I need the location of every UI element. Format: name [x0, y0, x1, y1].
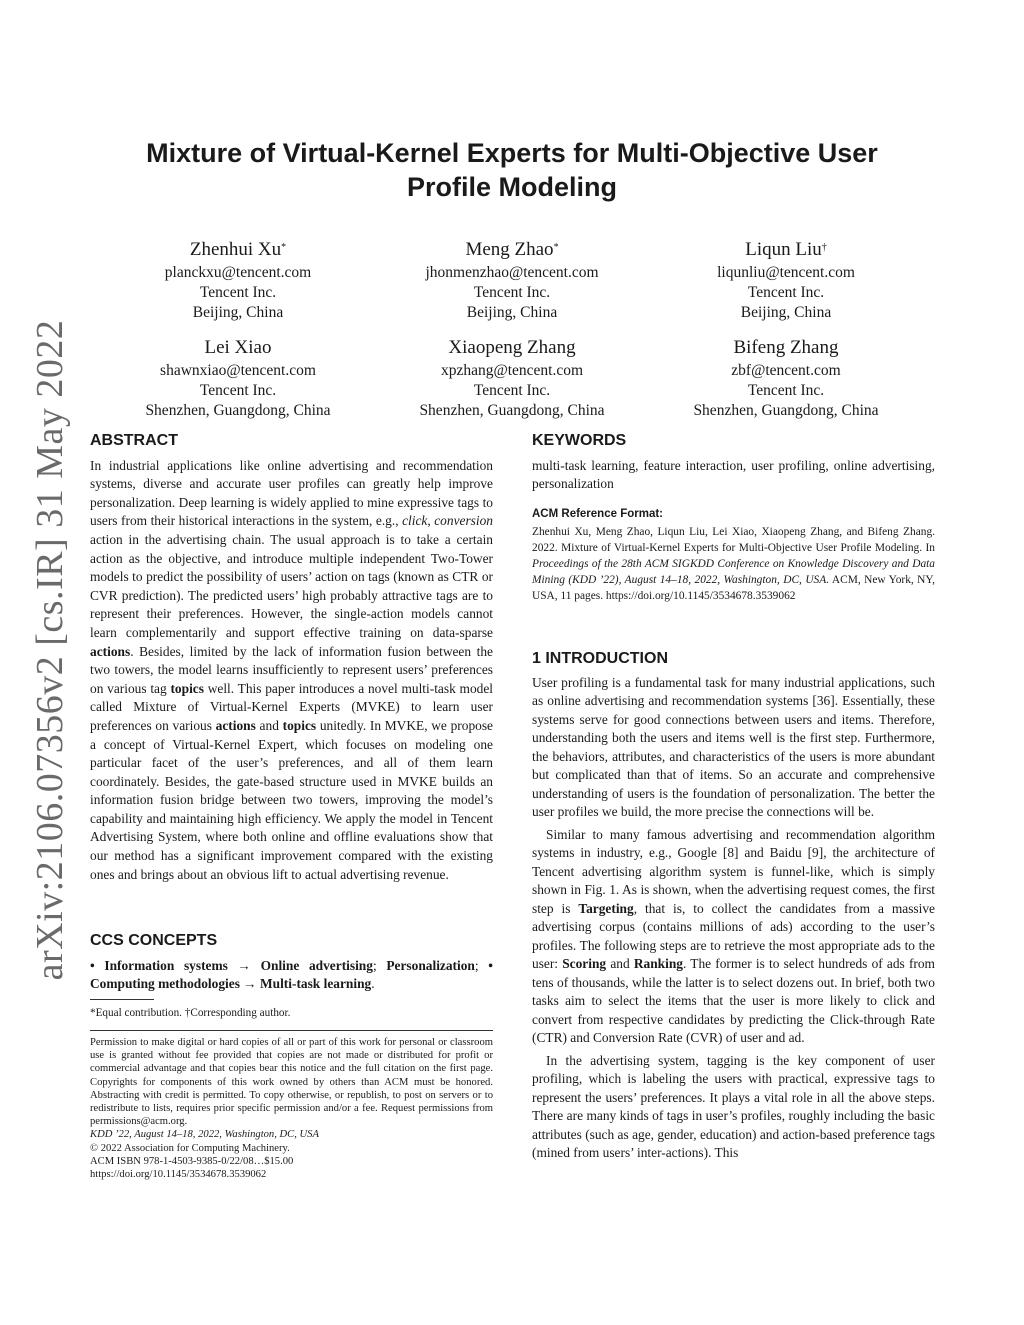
author-block: [88, 238, 388, 323]
author-name: Lei Xiao: [204, 337, 272, 358]
author-name: Bifeng Zhang: [733, 337, 839, 358]
introduction-section: [532, 650, 935, 1163]
author-affiliation: Tencent Inc.: [473, 284, 551, 301]
ccs-heading: CCS CONCEPTS: [90, 932, 218, 949]
author-location: Beijing, China: [466, 304, 558, 321]
abstract-heading: ABSTRACT: [90, 432, 178, 449]
isbn-line: ACM ISBN 978-1-4503-9385-0/22/08…$15.00: [90, 1155, 294, 1167]
conference-venue: KDD ’22, August 14–18, 2022, Washington, DC, USA: [90, 1129, 319, 1141]
doi-link[interactable]: https://doi.org/10.1145/3534678.3539062: [90, 1169, 267, 1181]
author-location: Shenzhen, Guangdong, China: [419, 402, 605, 419]
introduction-heading: 1 INTRODUCTION: [532, 650, 668, 667]
acm-reference-heading: ACM Reference Format:: [532, 508, 663, 520]
acm-reference-text: Zhenhui Xu, Meng Zhao, Liqun Liu, Lei Xiao, Xiaopeng Zhang, and Bifeng Zhang. 2022. Mixture of Virtual-Kernel Experts for Multi-Objective User Profile Modeling. In Proceedings of the 28th ACM SIGKDD Conference on Knowledge Discovery and Data Mining (KDD ’22), August 14–18, 2022, Washington, DC, USA. ACM, New York, NY, USA, 11 pages. https://doi.org/10.1145/3534678.3539062: [532, 525, 935, 603]
author-location: Beijing, China: [192, 304, 284, 321]
ccs-concepts-text: • Information systems → Online advertising; Personalization; • Computing methodologies → Multi-task learning.: [90, 957, 493, 992]
author-mark: *: [281, 242, 287, 253]
paper-title: [100, 136, 924, 204]
footnote-rule: [90, 999, 154, 1000]
author-email: shawnxiao@tencent.com: [160, 362, 316, 379]
author-name: Zhenhui Xu: [189, 239, 282, 260]
intro-paragraph: Similar to many famous advertising and recommendation algorithm systems in industry, e.g., Google [8] and Baidu [9], the architecture of Tencent advertising algorithm system is funnel-like, which is simply shown in Fig. 1. As is shown, when the advertising request comes, the first step is Targeting, that is, to collect the candidates from a massive advertising corpus (contains millions of ads) according to the user’s profiles. The following steps are to retrieve the most appropriate ads to the user: Scoring and Ranking. The former is to select hundreds of ads from tens of thousands, while the latter is to select dozens out. In brief, both two tasks aim to select the items that the user is more likely to click and convert from respective candidates by predicting the Click-through Rate (CTR) and Conversion Rate (CVR) of user and ad.: [532, 826, 935, 1046]
author-location: Beijing, China: [740, 304, 832, 321]
abstract-section: [90, 432, 493, 884]
title-line-2: Profile Modeling: [406, 172, 617, 202]
author-affiliation: Tencent Inc.: [199, 382, 277, 399]
author-location: Shenzhen, Guangdong, China: [145, 402, 331, 419]
author-email: jhonmenzhao@tencent.com: [425, 264, 599, 281]
author-email: planckxu@tencent.com: [164, 264, 312, 281]
copyright-line: © 2022 Association for Computing Machinery.: [90, 1142, 290, 1154]
permission-block: [90, 1036, 493, 1181]
author-affiliation: Tencent Inc.: [747, 284, 825, 301]
permission-text: Permission to make digital or hard copies of all or part of this work for personal or classroom use is granted without fee provided that copies are not made or distributed for profit or commercial advantage and that copies bear this notice and the full citation on the first page. Copyrights for components of this work owned by others than ACM must be honored. Abstracting with credit is permitted. To copy otherwise, or republish, to post on servers or to redistribute to lists, requires prior specific permission and/or a fee. Request permissions from permissions@acm.org.: [90, 1037, 493, 1128]
keywords-text: multi-task learning, feature interaction, user profiling, online advertising, personalization: [532, 457, 935, 492]
intro-paragraph: In the advertising system, tagging is the key component of user profiling, which is labeling the users with practical, expressive tags to represent the users’ preferences. It plays a vital role in all the above steps. There are many kinds of tags in user’s profiles, roughly including the basic attributes (such as age, gender, education) and action-based preference tags (mined from users’ inter-actions). This: [532, 1052, 935, 1161]
author-mark: *: [553, 242, 559, 253]
author-affiliation: Tencent Inc.: [199, 284, 277, 301]
author-block: [636, 238, 936, 323]
author-email: zbf@tencent.com: [731, 362, 841, 379]
author-name: Xiaopeng Zhang: [448, 337, 576, 358]
author-affiliation: Tencent Inc.: [473, 382, 551, 399]
author-email: liqunliu@tencent.com: [717, 264, 855, 281]
arxiv-sidebar-id: arXiv:2106.07356v2 [cs.IR] 31 May 2022: [29, 319, 71, 981]
author-block: [362, 336, 662, 421]
abstract-text: In industrial applications like online advertising and recommendation systems, diverse and accurate user profiles can greatly help improve personalization. Deep learning is widely applied to mine expressive tags to users from their historical interactions in the system, e.g., click, conversion action in the advertising chain. The usual approach is to take a certain action as the objective, and introduce multiple independent Two-Tower models to predict the possibility of users’ action on tags (known as CTR or CVR prediction). The predicted users’ high probably attractive tags are to represent their preferences. However, the single-action models cannot learn complementarily and support effective training on data-sparse actions. Besides, limited by the lack of information fusion between the two towers, the model learns insufficiently to represent users’ preferences on various tag topics well. This paper introduces a novel multi-task model called Mixture of Virtual-Kernel Experts (MVKE) to learn user preferences on various actions and topics unitedly. In MVKE, we propose a concept of Virtual-Kernel Expert, which focuses on modeling one particular facet of the user’s preferences, and all of them learn coordinately. Besides, the gate-based structure used in MVKE builds an information fusion bridge between two towers, improving the model’s capability and maintaining high efficiency. We apply the model in Tencent Advertising System, where both online and offline evaluations show that our method has a significant improvement compared with the existing ones and brings about an obvious lift to actual advertising revenue.: [90, 457, 493, 882]
author-name: Meng Zhao: [465, 239, 554, 260]
title-line-1: Mixture of Virtual-Kernel Experts for Multi-Objective User: [146, 138, 878, 168]
keywords-section: [532, 432, 935, 494]
author-email: xpzhang@tencent.com: [440, 362, 584, 379]
acm-reference-section: [532, 507, 935, 605]
author-block: [88, 336, 388, 421]
ccs-section: [90, 932, 493, 994]
permission-rule: [90, 1030, 493, 1031]
author-block: [362, 238, 662, 323]
keywords-heading: KEYWORDS: [532, 432, 627, 449]
author-block: [636, 336, 936, 421]
author-location: Shenzhen, Guangdong, China: [693, 402, 879, 419]
author-name: Liqun Liu: [745, 239, 822, 260]
author-mark: †: [821, 242, 827, 253]
footnote: *Equal contribution. †Corresponding author.: [90, 1007, 291, 1019]
intro-paragraph: User profiling is a fundamental task for many industrial applications, such as online advertising and recommendation systems [36]. Essentially, these systems serve for good connections between users and items. Therefore, understanding both the users and items well is the first step. Furthermore, the behaviors, attributes, and characteristics of the users is more abundant but complicated than that of items. So an accurate and comprehensive understanding of users is the foundation of personalization. The better the user profiles we build, the more precise the connections will be.: [532, 674, 935, 820]
author-affiliation: Tencent Inc.: [747, 382, 825, 399]
